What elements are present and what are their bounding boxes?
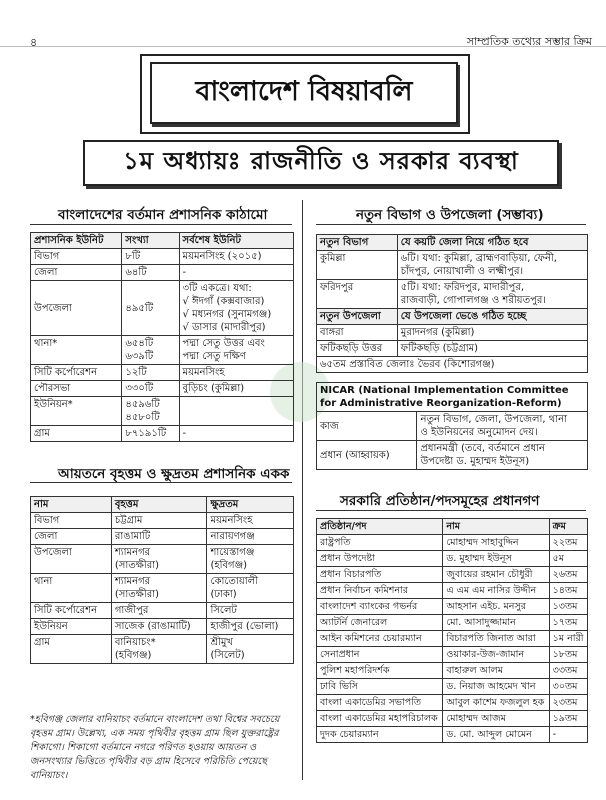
table-cell: ওয়াকার-উজ-জামান — [443, 647, 549, 663]
table-cell: রাঙামাটি — [111, 529, 207, 545]
table-row — [31, 265, 294, 281]
table-cell — [122, 336, 179, 365]
table-cell: গাজীপুর — [111, 603, 207, 619]
cell-line: উপদেষ্টা ড. মুহাম্মদ ইউনূস) — [420, 456, 530, 467]
table-cell: ৩০তম — [549, 679, 587, 695]
table-cell — [179, 281, 293, 336]
table-cell: ৪৯৫টি — [122, 281, 179, 336]
table-cell: ৩৩তম — [549, 663, 587, 679]
table-row — [317, 341, 588, 357]
table-row — [31, 281, 294, 336]
table-cell: ১৭তম — [549, 615, 587, 631]
admin-heading: বাংলাদেশের বর্তমান প্রশাসনিক কাঠামো — [58, 207, 268, 223]
table-row — [31, 545, 294, 574]
table-cell: - — [179, 426, 293, 442]
table-row — [317, 647, 588, 663]
table-cell: ড. মো. আব্দুল মোমেন — [443, 727, 549, 743]
col-header: নতুন উপজেলা — [317, 309, 398, 325]
cell-line: ৬৩৯টি — [125, 351, 154, 362]
table-cell: বিভাগ — [31, 513, 112, 529]
cell-line: ৩টি একত্রে। যথা: — [182, 283, 252, 294]
table-cell: থানা — [31, 574, 112, 603]
table-cell: ১২টি — [122, 365, 179, 381]
cell-line: শ্যামনগর — [114, 547, 151, 558]
cell-line: চাঁদপুর, নোয়াখালী ও লক্ষ্মীপুর। — [400, 266, 524, 277]
table-row — [317, 412, 588, 441]
table-row — [31, 397, 294, 426]
table-row — [31, 635, 294, 664]
nicar-table — [316, 382, 588, 470]
table-row — [31, 529, 294, 545]
table-cell: কাজ — [317, 412, 417, 441]
col-header: যে কয়টি জেলা নিয়ে গঠিত হবে — [397, 235, 587, 251]
table-cell: কুমিল্লা — [317, 251, 398, 280]
col-header: বৃহত্তম — [111, 497, 207, 513]
table-cell: ফটিকছড়ি (চট্টগ্রাম) — [397, 341, 587, 357]
newdiv-heading: নতুন বিভাগ ও উপজেলা (সম্ভাব্য) — [356, 207, 544, 223]
table-cell — [417, 412, 588, 441]
table-cell: আইন কমিশনের চেয়ারম্যান — [317, 631, 443, 647]
table-cell: চট্টগ্রাম — [111, 513, 207, 529]
col-header: নতুন বিভাগ — [317, 235, 398, 251]
table-cell: বুড়িচং (কুমিল্লা) — [179, 381, 293, 397]
cell-line: ৫টি। যথা: ফরিদপুর, মাদারীপুর, — [400, 282, 525, 293]
table-cell: বাংলা একাডেমির মহাপরিচালক — [317, 711, 443, 727]
cell-line: শ্রীমুখ — [210, 637, 233, 648]
table-row — [31, 574, 294, 603]
table-cell — [179, 397, 293, 426]
table-cell: বাংলাদেশ ব্যাংকের গভর্নর — [317, 599, 443, 615]
table-cell: আবুল কাশেম ফজলুল হক — [443, 695, 549, 711]
cell-line: (হবিগঞ্জ) — [114, 650, 152, 661]
table-cell: বাহারুল আলম — [443, 663, 549, 679]
table-row — [31, 233, 294, 249]
cell-line: রাজবাড়ী, গোপালগঞ্জ ও শরীয়তপুর। — [400, 295, 546, 306]
cell-line: (সিলেট) — [210, 650, 245, 661]
cell-line: শ্যামনগর — [114, 576, 151, 587]
main-title: বাংলাদেশ বিষয়াবলি — [150, 62, 458, 124]
table-cell: সিলেট — [207, 603, 294, 619]
nicar-title: NICAR (National Implementation Committee for Administrative Reorganization-Reform) — [317, 383, 588, 412]
table-cell — [417, 441, 588, 470]
table-cell: প্রধান নির্বাচন কমিশনার — [317, 583, 443, 599]
table-row — [317, 551, 588, 567]
cell-line: √ ডাসার (মাদারীপুর) — [182, 322, 266, 333]
page-number: ৪ — [30, 36, 38, 49]
table-cell — [207, 545, 294, 574]
table-row — [317, 251, 588, 280]
table-cell: ময়মনসিংহ — [179, 365, 293, 381]
table-row — [317, 357, 588, 373]
table-cell: জেলা — [31, 529, 112, 545]
table-row — [317, 631, 588, 647]
table-cell: - — [179, 265, 293, 281]
table-cell: পৌরসভা — [31, 381, 122, 397]
col-header: ক্রম — [549, 519, 587, 535]
table-cell: ড. নিয়াজ আহমেদ খান — [443, 679, 549, 695]
table-cell: প্রধান উপদেষ্টা — [317, 551, 443, 567]
table-cell: বাংলা একাডেমির সভাপতি — [317, 695, 443, 711]
table-cell: ১ম নারী — [549, 631, 587, 647]
table-cell: উপজেলা — [31, 545, 112, 574]
table-row — [317, 383, 588, 412]
column-divider — [302, 200, 303, 780]
table-cell: ৫ম — [549, 551, 587, 567]
table-cell: ১৪তম — [549, 583, 587, 599]
table-cell — [111, 574, 207, 603]
table-cell — [207, 574, 294, 603]
table-cell: উপজেলা — [31, 281, 122, 336]
largest-table — [30, 496, 294, 664]
table-row — [317, 679, 588, 695]
table-cell: সিটি কর্পোরেশন — [31, 365, 122, 381]
table-row — [317, 583, 588, 599]
table-cell: ড. মুহাম্মদ ইউনূস — [443, 551, 549, 567]
table-cell — [397, 280, 587, 309]
table-cell: ঢাবি ভিসি — [317, 679, 443, 695]
table-cell: ২২তম — [549, 535, 587, 551]
table-cell: থানা* — [31, 336, 122, 365]
table-row — [317, 663, 588, 679]
cell-line: শায়েস্তাগঞ্জ — [210, 547, 255, 558]
table-row — [31, 365, 294, 381]
table-cell: অ্যাটর্নি জেনারেল — [317, 615, 443, 631]
heads-underline — [316, 510, 586, 511]
cell-line: প্রধানমন্ত্রী (তবে, বর্তমানে প্রধান — [420, 443, 545, 454]
table-cell: ৬৪টি — [122, 265, 179, 281]
table-cell: ২৩তম — [549, 695, 587, 711]
table-cell: ১৯তম — [549, 711, 587, 727]
admin-table — [30, 232, 294, 442]
table-row — [31, 497, 294, 513]
table-cell: মোহাম্মদ আজম — [443, 711, 549, 727]
table-row — [317, 519, 588, 535]
table-row — [317, 599, 588, 615]
table-cell: ৮৭১৯১টি — [122, 426, 179, 442]
table-cell: মুরাদনগর (কুমিল্লা) — [397, 325, 587, 341]
chapter-title: ১ম অধ্যায়ঃ রাজনীতি ও সরকার ব্যবস্থা — [83, 140, 559, 186]
table-cell: ময়মনসিংহ — [207, 513, 294, 529]
table-row — [31, 426, 294, 442]
table-cell: পুলিশ মহাপরিদর্শক — [317, 663, 443, 679]
table-cell: ১৮তম — [549, 647, 587, 663]
table-row — [317, 535, 588, 551]
table-cell: আহসান এইচ. মনসুর — [443, 599, 549, 615]
table-cell: - — [549, 727, 587, 743]
col-header: সর্বশেষ ইউনিট — [179, 233, 293, 249]
table-cell: বিচারপতি জিনাত আরা — [443, 631, 549, 647]
col-header: প্রশাসনিক ইউনিট — [31, 233, 122, 249]
cell-line: ৬টি। যথা: কুমিল্লা, ব্রাহ্মণবাড়িয়া, ফেনী, — [400, 253, 557, 264]
col-header: প্রতিষ্ঠান/পদ — [317, 519, 443, 535]
table-row — [317, 615, 588, 631]
col-header: যে উপজেলা ভেঙে গঠিত হচ্ছে — [397, 309, 587, 325]
heads-table — [316, 518, 588, 743]
cell-line: √ মধ্যনগর (সুনামগঞ্জ) — [182, 309, 272, 320]
col-header: নাম — [31, 497, 112, 513]
table-cell: মো. আসাদুজ্জামান — [443, 615, 549, 631]
table-row — [31, 513, 294, 529]
table-cell — [397, 251, 587, 280]
col-header: ক্ষুদ্রতম — [207, 497, 294, 513]
table-row — [317, 280, 588, 309]
cell-line: √ ঈদগাঁ (কক্সবাজার) — [182, 296, 265, 307]
table-cell: ময়মনসিংহ (২০১৫) — [179, 249, 293, 265]
largest-underline — [30, 482, 292, 483]
table-cell — [111, 635, 207, 664]
col-header: নাম — [443, 519, 549, 535]
table-cell: ৩৩০টি — [122, 381, 179, 397]
table-row — [31, 619, 294, 635]
newdiv-table — [316, 234, 588, 373]
table-row — [317, 441, 588, 470]
table-cell: এ এম এম নাসির উদ্দীন — [443, 583, 549, 599]
table-cell: গ্রাম — [31, 426, 122, 442]
table-row — [317, 235, 588, 251]
table-row — [31, 336, 294, 365]
cell-line: পদ্মা সেতু উত্তর এবং — [182, 338, 265, 349]
table-row — [31, 249, 294, 265]
table-cell: গ্রাম — [31, 635, 112, 664]
table-cell: ফরিদপুর — [317, 280, 398, 309]
table-cell: সাজেক (রাঙামাটি) — [111, 619, 207, 635]
cell-line: ৪৫৮০টি — [125, 412, 160, 423]
table-cell: ইউনিয়ন — [31, 619, 112, 635]
cell-line: (সাতক্ষীরা) — [114, 589, 160, 600]
table-cell — [111, 545, 207, 574]
table-cell: প্রধান (আহ্বায়ক) — [317, 441, 417, 470]
table-row — [317, 727, 588, 743]
running-title: সাম্প্রতিক তথ্যের সম্ভার ক্রিম — [466, 35, 592, 48]
cell-line: (হবিগঞ্জ) — [210, 560, 248, 571]
footnote: *হবিগঞ্জ জেলার বানিয়াচং বর্তমানে বাংলাদেশ তথা বিশ্বের সবচেয়ে বৃহত্তম গ্রাম। উল্লেখ্য, এক সময় পৃথিবীর বৃহত্তম গ্রাম ছিল যুক্তরাষ্ট্রের শিকাগো। শিকাগো বর্তমানে নগরে পরিণত হওয়ায় আয়তন ও জনসংখ্যার ভিত্তিতে পৃথিবীর বড় গ্রাম হিসেবে পরিচিতি পেয়েছে বানিয়াচং। — [30, 714, 280, 781]
cell-line: পদ্মা সেতু দক্ষিণ — [182, 351, 246, 362]
table-cell: প্রধান বিচারপতি — [317, 567, 443, 583]
table-row — [317, 695, 588, 711]
cell-line: (ঢাকা) — [210, 589, 237, 600]
heads-heading: সরকারি প্রতিষ্ঠান/পদসমূহের প্রধানগণ — [340, 493, 540, 509]
table-cell: ইউনিয়ন* — [31, 397, 122, 426]
table-cell: মোহাম্মদ সাহাবুদ্দিন — [443, 535, 549, 551]
table-cell: জেলা — [31, 265, 122, 281]
table-cell: ১৩তম — [549, 599, 587, 615]
table-cell: নারায়ণগঞ্জ — [207, 529, 294, 545]
table-row — [317, 567, 588, 583]
table-cell — [122, 397, 179, 426]
cell-line: (সাতক্ষীরা) — [114, 560, 160, 571]
table-row — [31, 381, 294, 397]
table-cell: ৮টি — [122, 249, 179, 265]
table-cell — [207, 635, 294, 664]
cell-line: নতুন বিভাগ, জেলা, উপজেলা, থানা — [420, 414, 567, 425]
cell-line: ৪৫৯৬টি — [125, 399, 160, 410]
table-cell: দুদক চেয়ারম্যান — [317, 727, 443, 743]
largest-heading: আয়তনে বৃহত্তম ও ক্ষুদ্রতম প্রশাসনিক একক — [58, 466, 290, 482]
table-cell: হাজীপুর (ভোলা) — [207, 619, 294, 635]
table-row — [317, 325, 588, 341]
cell-line: কোতোয়ালী — [210, 576, 258, 587]
table-cell: ফটিকছড়ি উত্তর — [317, 341, 398, 357]
table-row — [31, 603, 294, 619]
table-cell: ২৬তম — [549, 567, 587, 583]
col-header: সংখ্যা — [122, 233, 179, 249]
table-cell: জুবায়ের রহমান চৌধুরী — [443, 567, 549, 583]
newdiv-underline — [316, 224, 586, 225]
table-cell: সেনাপ্রধান — [317, 647, 443, 663]
cell-line: ৬৫৪টি — [125, 338, 154, 349]
table-cell: বিভাগ — [31, 249, 122, 265]
table-row — [317, 309, 588, 325]
table-cell: রাষ্ট্রপতি — [317, 535, 443, 551]
table-cell: সিটি কর্পোরেশন — [31, 603, 112, 619]
table-cell: বাঙ্গরা — [317, 325, 398, 341]
cell-line: ও ইউনিয়নের অনুমোদন দেয়। — [420, 427, 538, 438]
admin-underline — [30, 224, 292, 225]
table-cell — [179, 336, 293, 365]
table-row — [317, 711, 588, 727]
table-cell: ৬৫তম প্রস্তাবিত জেলাঃ ভৈরব (কিশোরগঞ্জ) — [317, 357, 588, 373]
cell-line: বানিয়াচং* — [114, 637, 156, 648]
